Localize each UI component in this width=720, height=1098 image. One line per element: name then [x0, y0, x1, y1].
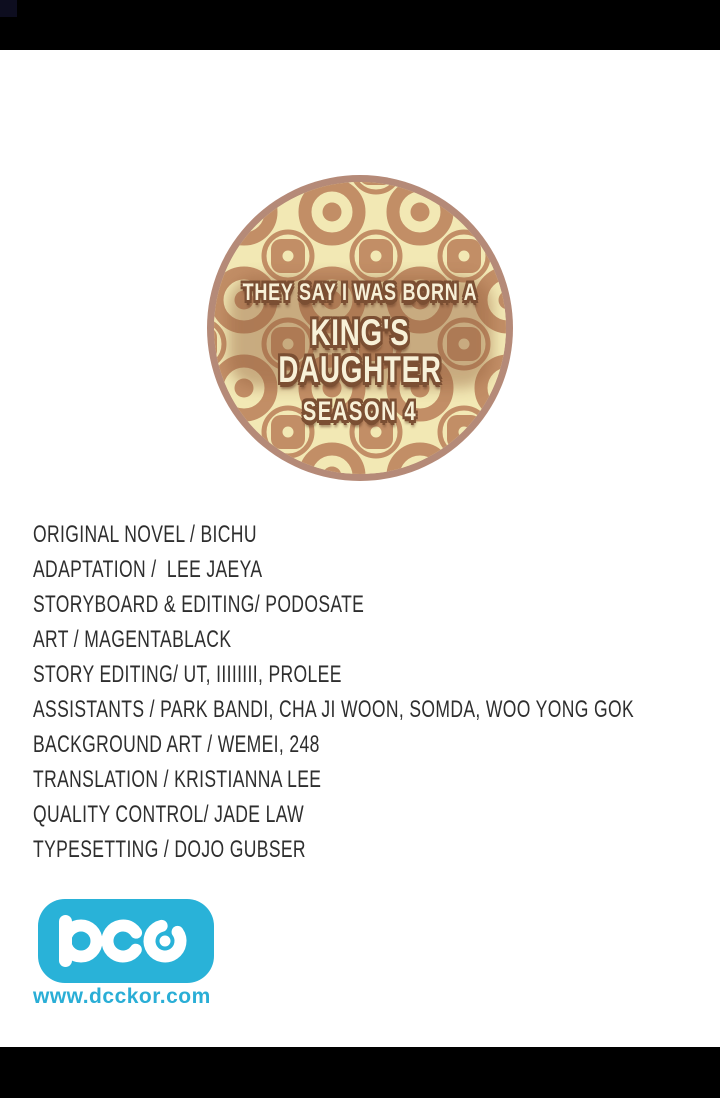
credit-line: TYPESETTING / DOJO GUBSER — [33, 836, 306, 863]
credit-line: ADAPTATION / LEE JAEYA — [33, 556, 263, 583]
credit-line: TRANSLATION / KRISTIANNA LEE — [33, 766, 322, 793]
credit-line: ART / MAGENTABLACK — [33, 626, 232, 653]
series-title — [240, 281, 480, 425]
dcc-logo-graphic — [38, 899, 214, 983]
series-title-line1: THEY SAY I WAS BORN A — [242, 279, 478, 306]
credit-line: BACKGROUND ART / WEMEI, 248 — [33, 731, 320, 758]
credit-line: ASSISTANTS / PARK BANDI, CHA JI WOON, SOMDA, WOO YONG GOK — [33, 696, 634, 723]
title-medallion — [200, 168, 520, 488]
credit-line: STORY EDITING/ UT, IIIIIIII, PROLEE — [33, 661, 342, 688]
credit-line: QUALITY CONTROL/ JADE LAW — [33, 801, 305, 828]
series-title-line2: KING'S DAUGHTER — [278, 312, 442, 390]
website-url: www.dcckor.com — [33, 985, 211, 1008]
bottom-black-bar — [0, 1047, 720, 1098]
credits-list — [33, 517, 690, 867]
series-season-label: SEASON 4 — [302, 396, 418, 426]
credit-line: ORIGINAL NOVEL / BICHU — [33, 521, 257, 548]
credit-line: STORYBOARD & EDITING/ PODOSATE — [33, 591, 365, 618]
top-black-bar — [0, 0, 720, 50]
dcc-logo — [38, 899, 214, 983]
top-left-corner-block — [0, 0, 17, 17]
